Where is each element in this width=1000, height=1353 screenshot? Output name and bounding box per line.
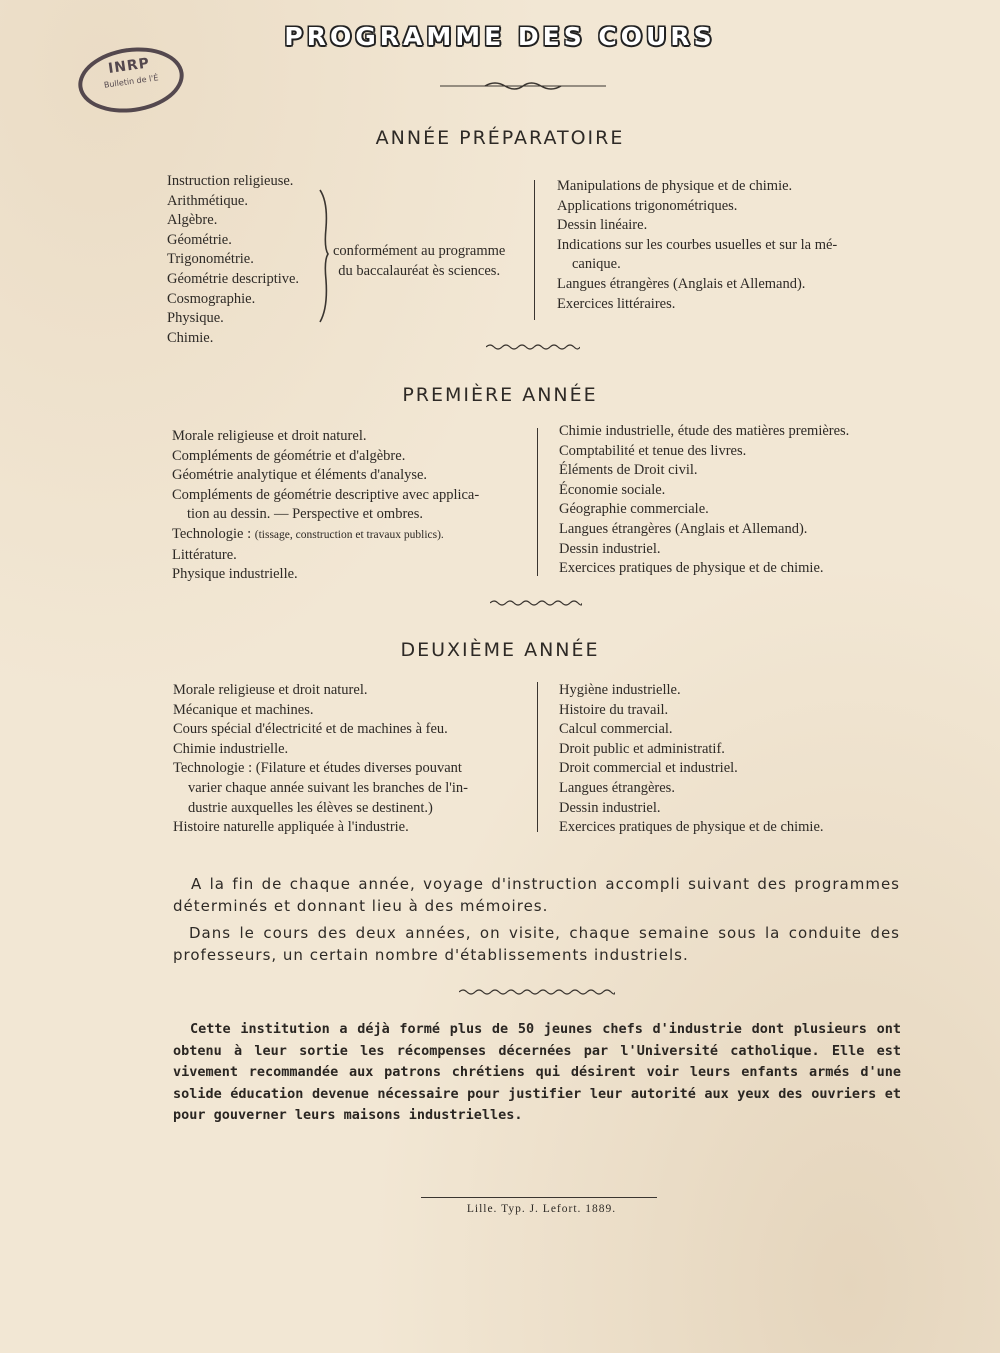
list-item: Physique. [167, 310, 224, 327]
column-divider [534, 180, 535, 320]
list-item: Éléments de Droit civil. [559, 462, 698, 479]
list-item: Géométrie analytique et éléments d'analyse. [172, 467, 428, 484]
list-item: Langues étrangères. [559, 779, 675, 796]
stamp-line-2: Bulletin de l'É [103, 73, 160, 90]
footer-rule [421, 1197, 657, 1198]
first-right-list [559, 422, 849, 579]
list-item: Dessin linéaire. [557, 217, 648, 234]
wave-divider [490, 599, 582, 607]
paragraph-voyage: A la fin de chaque année, voyage d'instruction accompli suivant des programmes déterminés et donnant lieu à des mémoires. [173, 875, 900, 915]
list-item: Histoire du travail. [559, 701, 669, 718]
list-item: Chimie industrielle, étude des matières premières. [559, 423, 850, 439]
list-item: Géographie commerciale. [559, 501, 709, 518]
prep-left-list [167, 172, 299, 348]
list-item: Manipulations de physique et de chimie. [557, 178, 793, 194]
prep-right-list [557, 177, 837, 314]
stamp-line-1: INRP [107, 55, 151, 77]
list-item: Compléments de géométrie et d'algèbre. [172, 447, 406, 464]
list-item: Applications trigonométriques. [557, 197, 738, 214]
column-divider [537, 428, 538, 576]
list-item: Langues étrangères (Anglais et Allemand). [557, 275, 806, 292]
list-item: Morale religieuse et droit naturel. [173, 682, 368, 698]
paragraph-institution: Cette institution a déjà formé plus de 50 jeunes chefs d'industrie dont plusieurs ont obtenu à leur sortie les récompenses décernées par l'Université catholique. Elle est vivement recommandée aux patrons chrétiens qui désirent voir leurs enfants armés d'une solide éducation devenue nécessaire pour justifier leur autorité aux yeux des ouvriers et pour gouverner leurs maisons industrielles. [173, 1021, 901, 1124]
list-item: Technologie : (Filature et études diverses pouvant [173, 760, 462, 777]
list-item: Compléments de géométrie descriptive avec applica- [172, 486, 480, 503]
list-item: Droit commercial et industriel. [559, 760, 738, 777]
list-item: dustrie auxquelles les élèves se destinent.) [188, 799, 433, 816]
heading-second-year: DEUXIÈME ANNÉE [400, 639, 600, 661]
list-item: Comptabilité et tenue des livres. [559, 442, 747, 459]
first-left-list [172, 427, 479, 585]
list-item: Morale religieuse et droit naturel. [172, 428, 367, 444]
list-item: Droit public et administratif. [559, 740, 725, 757]
list-item: Hygiène industrielle. [559, 682, 681, 698]
list-item: Géométrie descriptive. [167, 270, 300, 287]
list-item: Arithmétique. [167, 192, 248, 209]
list-item: tion au dessin. — Perspective et ombres. [187, 506, 423, 523]
wave-divider [486, 343, 580, 351]
list-item: Dessin industriel. [559, 799, 661, 816]
list-item: Instruction religieuse. [167, 173, 294, 189]
printer-imprint: Lille. Typ. J. Lefort. 1889. [466, 1203, 617, 1215]
list-item: Géométrie. [167, 231, 232, 248]
list-item: Cosmographie. [167, 290, 256, 307]
list-item [172, 525, 479, 546]
list-item: Calcul commercial. [559, 721, 673, 738]
list-item: Exercices pratiques de physique et de chimie. [559, 560, 824, 577]
title-ornament [440, 80, 606, 92]
second-right-list [559, 681, 824, 838]
list-item: Mécanique et machines. [173, 701, 314, 718]
list-item: Cours spécial d'électricité et de machines à feu. [173, 721, 448, 738]
second-left-list [173, 681, 468, 838]
list-item: Chimie industrielle. [173, 740, 289, 757]
list-item: Économie sociale. [559, 481, 666, 498]
list-item: Indications sur les courbes usuelles et sur la mé- [557, 236, 838, 253]
paragraph-visits: Dans le cours des deux années, on visite, chaque semaine sous la conduite des professeurs, un certain nombre d'établissements industriels. [173, 924, 900, 964]
technology-detail: (tissage, construction et travaux publics). [254, 528, 444, 541]
note-line: du baccalauréat ès sciences. [338, 262, 501, 279]
heading-first-year: PREMIÈRE ANNÉE [402, 384, 598, 406]
list-item: Histoire naturelle appliquée à l'industrie. [173, 819, 409, 836]
list-item: Langues étrangères (Anglais et Allemand). [559, 520, 808, 537]
list-item: Exercices littéraires. [557, 295, 676, 312]
list-item: Exercices pratiques de physique et de chimie. [559, 819, 824, 836]
list-item: Littérature. [172, 546, 237, 563]
wave-divider [459, 988, 615, 996]
note-line: conformément au programme [333, 243, 506, 259]
list-item: Trigonométrie. [167, 251, 254, 268]
list-item: Physique industrielle. [172, 566, 298, 583]
list-item: Algèbre. [167, 212, 218, 229]
heading-preparatory-year: ANNÉE PRÉPARATOIRE [375, 127, 625, 149]
column-divider [537, 682, 538, 832]
list-item: canique. [572, 256, 621, 273]
list-item: Chimie. [167, 329, 214, 346]
list-item: varier chaque année suivant les branches de l'in- [188, 779, 469, 796]
prep-brace-note [333, 242, 505, 281]
page-title: PROGRAMME DES COURS [284, 22, 716, 51]
library-stamp [74, 41, 188, 119]
list-item: Dessin industriel. [559, 540, 661, 557]
technology-label: Technologie : [172, 525, 252, 542]
